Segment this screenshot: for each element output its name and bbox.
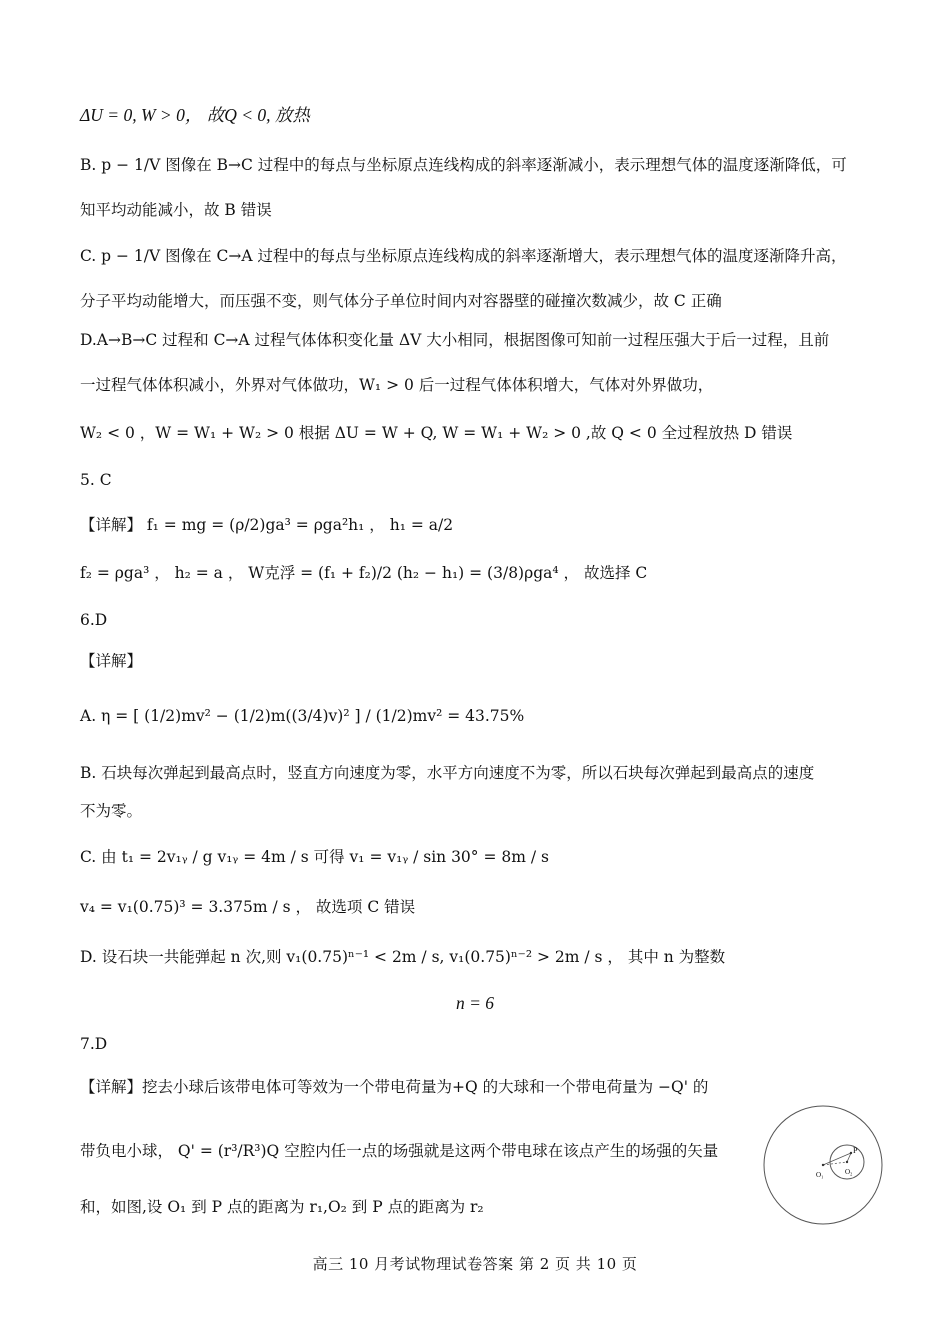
text-line-15: B. 石块每次弹起到最高点时，竖直方向速度为零，水平方向速度不为零，所以石块每次弹起到最高点的速度 xyxy=(80,764,815,782)
text-line-18: v₄ = v₁(0.75)³ = 3.375m / s ， 故选项 C 错误 xyxy=(80,898,416,916)
text-line-11: f₂ = ρga³ ， h₂ = a ， W克浮 = (f₁ + f₂)/2 (h₂ − h₁) = (3/8)ρga⁴ ， 故选择 C xyxy=(80,564,648,582)
text-line-8: W₂ < 0 ，W = W₁ + W₂ > 0 根据 ΔU = W + Q, W = W₁ + W₂ > 0 ,故 Q < 0 全过程放热 D 错误 xyxy=(80,424,793,442)
p-label: P xyxy=(853,1146,858,1155)
o2-label: O₂ xyxy=(845,1168,853,1176)
text-line-7: 一过程气体体积减小，外界对气体做功，W₁ > 0 后一过程气体体积增大，气体对外界做功， xyxy=(80,376,714,394)
page-footer: 高三 10 月考试物理试卷答案 第 2 页 共 10 页 xyxy=(312,1255,638,1273)
text-line-16: 不为零。 xyxy=(80,802,143,820)
text-line-2: B. p − 1/V 图像在 B→C 过程中的每点与坐标原点连线构成的斜率逐渐减小，表示理想气体的温度逐渐降低，可 xyxy=(80,156,847,174)
text-line-3: 知平均动能减小，故 B 错误 xyxy=(80,201,272,219)
text-line-6: D.A→B→C 过程和 C→A 过程气体体积变化量 ΔV 大小相同，根据图像可知前一过程压强大于后一过程，且前 xyxy=(80,331,830,349)
o1-point xyxy=(822,1164,824,1166)
p-point xyxy=(850,1152,852,1154)
text-line-17: C. 由 t₁ = 2v₁ᵧ / g v₁ᵧ = 4m / s 可得 v₁ = v₁ᵧ / sin 30° = 8m / s xyxy=(80,848,549,866)
text-line-22: 【详解】挖去小球后该带电体可等效为一个带电荷量为+Q 的大球和一个带电荷量为 −Q' 的 xyxy=(80,1078,709,1096)
text-line-10: 【详解】 f₁ = mg = (ρ/2)ga³ = ρga²h₁ ， h₁ = a/2 xyxy=(80,516,454,534)
text-line-5: 分子平均动能增大，而压强不变，则气体分子单位时间内对容器壁的碰撞次数减少，故 C 正确 xyxy=(80,292,722,310)
answer-7: 7.D xyxy=(80,1035,108,1053)
text-line-1: ΔU = 0, W > 0， 故Q < 0, 放热 xyxy=(80,105,310,125)
answer-5: 5. C xyxy=(80,471,112,489)
text-line-23: 带负电小球， Q' = (r³/R³)Q 空腔内任一点的场强就是这两个带电球在该点产生的场强的矢量 xyxy=(80,1142,719,1160)
o1-label: O₁ xyxy=(816,1171,824,1179)
o1-p-line xyxy=(823,1153,851,1165)
text-line-14: A. η = [ (1/2)mv² − (1/2)m((3/4)v)² ] / (1/2)mv² = 43.75% xyxy=(80,707,525,725)
text-line-19: D. 设石块一共能弹起 n 次,则 v₁(0.75)ⁿ⁻¹ < 2m / s, v₁(0.75)ⁿ⁻² > 2m / s ， 其中 n 为整数 xyxy=(80,948,726,966)
text-line-4: C. p − 1/V 图像在 C→A 过程中的每点与坐标原点连线构成的斜率逐渐增大，表示理想气体的温度逐渐降升高， xyxy=(80,247,847,265)
detail-heading: 【详解】 xyxy=(80,652,143,670)
sphere-cavity-diagram xyxy=(762,1104,884,1226)
text-line-24: 和，如图,设 O₁ 到 P 点的距离为 r₁,O₂ 到 P 点的距离为 r₂ xyxy=(80,1198,484,1216)
result-n: n = 6 xyxy=(455,993,495,1013)
answer-6: 6.D xyxy=(80,611,108,629)
o2-point xyxy=(846,1161,848,1163)
